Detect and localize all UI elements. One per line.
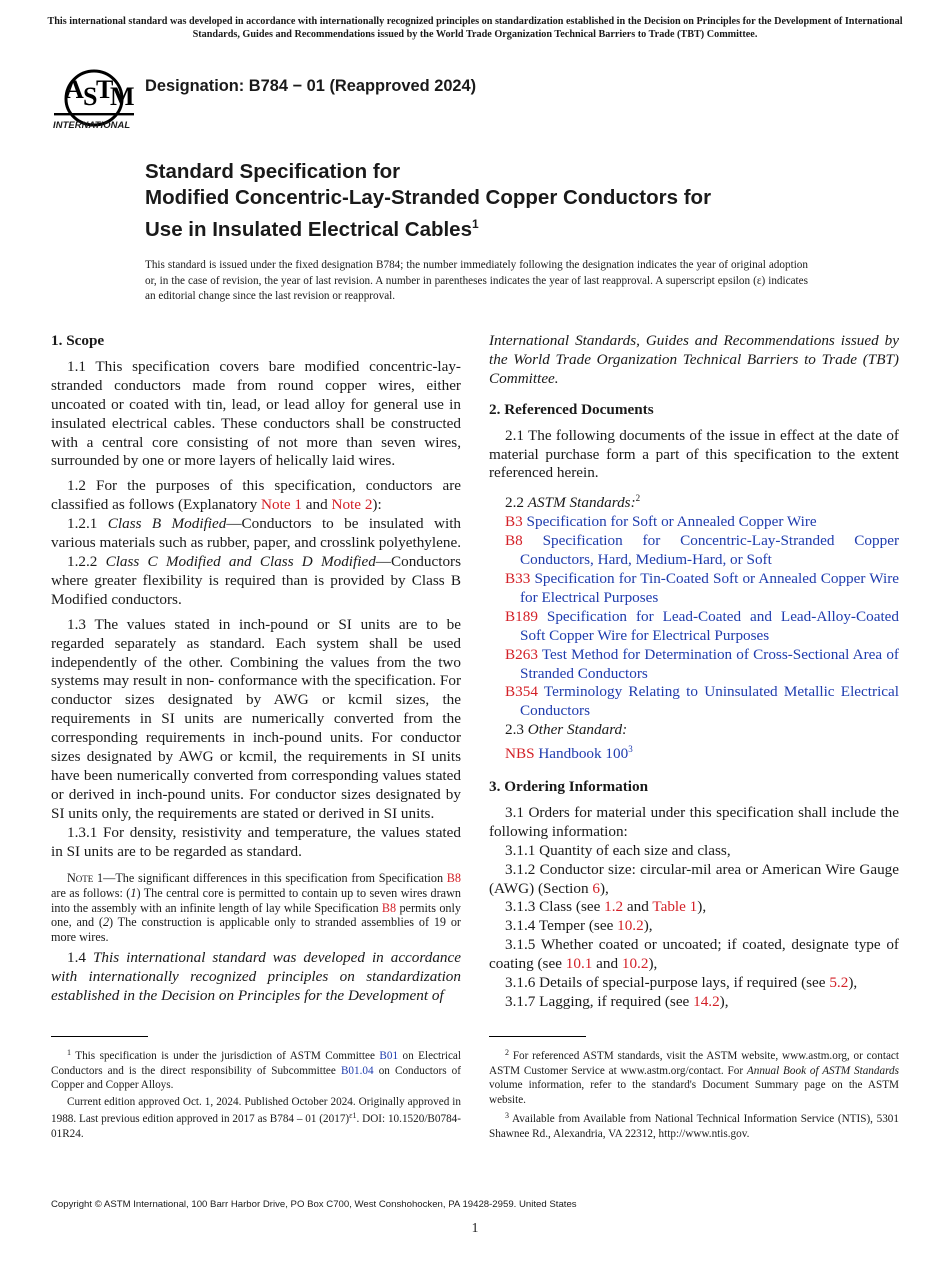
issuance-statement: This standard is issued under the fixed designation B784; the number immediately following the designation indicates the year of original adoption or, in the case of revision, the year of last revision. A number in parentheses indicates the year of last reapproval. A superscript epsilon (ε) indicates an editorial change since the last revision or reapproval.: [145, 259, 808, 302]
footnote-rule-left: [51, 1036, 148, 1037]
b8-link[interactable]: B8: [446, 871, 461, 886]
page-number: 1: [471, 1220, 479, 1235]
title-footnote-mark: 1: [472, 217, 479, 231]
footnote-rule-right: [489, 1036, 586, 1037]
document-title: [145, 159, 845, 243]
para-3-1-1: 3.1.1 Quantity of each size and class,: [505, 841, 731, 859]
b8-link[interactable]: B8: [381, 900, 397, 915]
section-heading-referenced-documents: 2. Referenced Documents: [489, 400, 654, 418]
para-2-3: 2.3 Other Standard:: [505, 721, 628, 739]
section-6-link[interactable]: 6: [592, 879, 600, 897]
section-10-2-link[interactable]: 10.2: [617, 917, 644, 935]
adoption-notice: This international standard was developed in accordance with internationally recognized principles on standardization established in the Decision on Principles for the Development of International Standards, Guides and Recommendations issued by the World Trade Organization Technical Barriers to Trade (TBT) Committee.: [47, 16, 903, 40]
note-2-link[interactable]: Note 2: [331, 496, 373, 514]
standard-b189[interactable]: B189 Specification for Lead-Coated and Lead-Alloy-Coated Soft Copper Wire for Electrical Purposes: [505, 607, 899, 644]
standard-b3[interactable]: B3 Specification for Soft or Annealed Copper Wire: [505, 513, 817, 531]
para-1-2-2: 1.2.2 Class C Modified and Class D Modified—Conductors where greater flexibility is required than is provided by Class B Modified conductors.: [51, 552, 462, 608]
section-10-2-link[interactable]: 10.2: [621, 955, 649, 973]
section-1-2-link[interactable]: 1.2: [604, 898, 624, 916]
section-heading-scope: 1. Scope: [51, 332, 105, 349]
title-line-2: Modified Concentric-Lay-Stranded Copper Conductors for: [145, 186, 712, 209]
para-3-1-2: 3.1.2 Conductor size: circular-mil area or American Wire Gauge (AWG) (Section 6),: [489, 860, 899, 897]
standard-b263[interactable]: B263 Test Method for Determination of Cross-Sectional Area of Stranded Conductors: [505, 645, 899, 682]
note-1: Note 1—The significant differences in this specification from Specification B8 are as follows: (1) The central core is permitted to contain up to seven wires drawn into the assembly with an infinite length of lay while Specification B8 permits only one, and (2) The construction is applicable only to stranded assemblies of 19 or more wires.: [51, 871, 461, 944]
section-5-2-link[interactable]: 5.2: [829, 974, 849, 992]
para-1-2-1: 1.2.1 Class B Modified—Conductors to be insulated with various materials such as rubber, paper, and crosslink polyethylene.: [51, 515, 462, 552]
svg-text:A: A: [65, 75, 84, 104]
section-heading-ordering: 3. Ordering Information: [489, 778, 649, 796]
para-3-1-4: 3.1.4 Temper (see 10.2),: [505, 917, 653, 935]
footnotes-left: [51, 1046, 461, 1142]
svg-text:M: M: [110, 82, 135, 111]
standard-b33[interactable]: B33 Specification for Tin-Coated Soft or Annealed Copper Wire for Electrical Purposes: [505, 569, 899, 606]
para-1-3: 1.3 The values stated in inch-pound or SI units are to be regarded separately as standard. Each system shall be used independently of the other. Combining the values from the two systems may result in non- conformance with the specification. For conductor sizes designated by AWG or kcmil sizes, the requirements in SI units are numerically converted from the corresponding requirements in inch-pound units. For conductor sizes designated by AWG or kcmil, the requirements in SI units have been numerically converted from corresponding values stated or derived in inch-pound units. For conductor sizes designated by SI units only, the requirements are stated or derived in SI units.: [51, 615, 461, 822]
standard-nbs-handbook[interactable]: NBS Handbook $100^3$: [505, 744, 633, 763]
para-1-2: 1.2 For the purposes of this specification, conductors are classified as follows (Explanatory Note 1 and Note 2):: [51, 477, 461, 514]
footnote-1-edition: Current edition approved Oct. 1, 2024. Published October 2024. Originally approved in 1988. Last previous edition approved in 2017 as B784 – 01 $(2017)^{\varepsilon 1}$. DOI: 10.1520/B0784-01R24.: [51, 1095, 461, 1140]
para-3-1-7: 3.1.7 Lagging, if required (see 14.2),: [505, 993, 729, 1010]
section-10-1-link[interactable]: 10.1: [565, 955, 593, 973]
astm-standards-list: [489, 513, 899, 721]
para-3-1-3: 3.1.3 Class (see 1.2 and Table 1),: [505, 898, 707, 916]
para-2-1: 2.1 The following documents of the issue in effect at the date of material purchase form a part of this specification to the extent referenced herein.: [489, 426, 899, 482]
para-3-1-5: 3.1.5 Whether coated or uncoated; if coated, designate type of coating (see 10.1 and 10.2),: [489, 936, 899, 973]
right-column: [489, 332, 899, 1012]
note-1-link[interactable]: Note 1: [261, 496, 302, 514]
footnote-1: $^1$ This specification is under the jurisdiction of ASTM Committee B01 on Electrical Conductors and is the direct responsibility of Subcommittee B01.04 on Conductors of Copper and Copper Alloys.: [51, 1048, 462, 1092]
svg-text:T: T: [96, 75, 114, 104]
table-1-link[interactable]: Table 1: [652, 898, 698, 916]
section-14-2-link[interactable]: 14.2: [693, 993, 720, 1010]
standard-b354[interactable]: B354 Terminology Relating to Uninsulated Metallic Electrical Conductors: [505, 683, 899, 720]
designation: Designation: B784 − 01 (Reapproved 2024): [145, 77, 477, 95]
committee-b01-link[interactable]: B01: [379, 1050, 399, 1062]
footnote-2: $^2$ For referenced ASTM standards, visit the ASTM website, www.astm.org, or contact ASTM Customer Service at www.astm.org/contact. For Annual Book of ASTM Standards volume information, refer to the standard's Document Summary page on the ASTM website.: [489, 1048, 899, 1106]
para-1-4: 1.4 This international standard was developed in accordance with internationally recognized principles on standardization established in the Decision on Principles for the Development of: [51, 949, 462, 1005]
title-line-1: Standard Specification for: [145, 160, 401, 183]
para-2-2: 2.2 ASTM Standards:$^2$: [505, 493, 641, 512]
para-1-1: 1.1 This specification covers bare modified concentric-lay-stranded conductors made from round copper wires, either uncoated or coated with tin, lead, or lead alloy for general use in insulated electrical cables. These conductors shall be constructed with a central core consisting of not more than seven wires, surrounded by one or more layers of helically laid wires.: [51, 357, 461, 470]
title-line-3: Use in Insulated Electrical Cables$^1$: [145, 217, 479, 241]
left-column: [51, 332, 461, 1006]
para-3-1: 3.1 Orders for material under this specification shall include the following information:: [489, 803, 899, 840]
svg-text:S: S: [83, 82, 98, 111]
para-1-3-1: 1.3.1 For density, resistivity and temperature, the values stated in SI units are to be regarded as standard.: [51, 823, 461, 860]
logo-wordmark: INTERNATIONAL: [53, 119, 131, 130]
footnotes-right: [489, 1046, 899, 1142]
para-1-4-continued: International Standards, Guides and Recommendations issued by the World Trade Organization Technical Barriers to Trade (TBT) Committee.: [489, 332, 899, 387]
standard-b8[interactable]: B8 Specification for Concentric-Lay-Stranded Copper Conductors, Hard, Medium-Hard, or Soft: [505, 532, 899, 569]
other-standards-list: [489, 740, 899, 764]
footnote-3: $^3$ Available from Available from National Technical Information Service (NTIS), 5301 Shawnee Rd., Alexandria, VA 22312, http://www.ntis.gov.: [489, 1111, 899, 1140]
subcommittee-b01-04-link[interactable]: B01.04: [340, 1064, 374, 1077]
para-3-1-6: 3.1.6 Details of special-purpose lays, if required (see 5.2),: [505, 974, 858, 992]
copyright-notice: Copyright © ASTM International, 100 Barr Harbor Drive, PO Box C700, West Conshohocken, PA 19428-2959. United States: [51, 1199, 577, 1210]
